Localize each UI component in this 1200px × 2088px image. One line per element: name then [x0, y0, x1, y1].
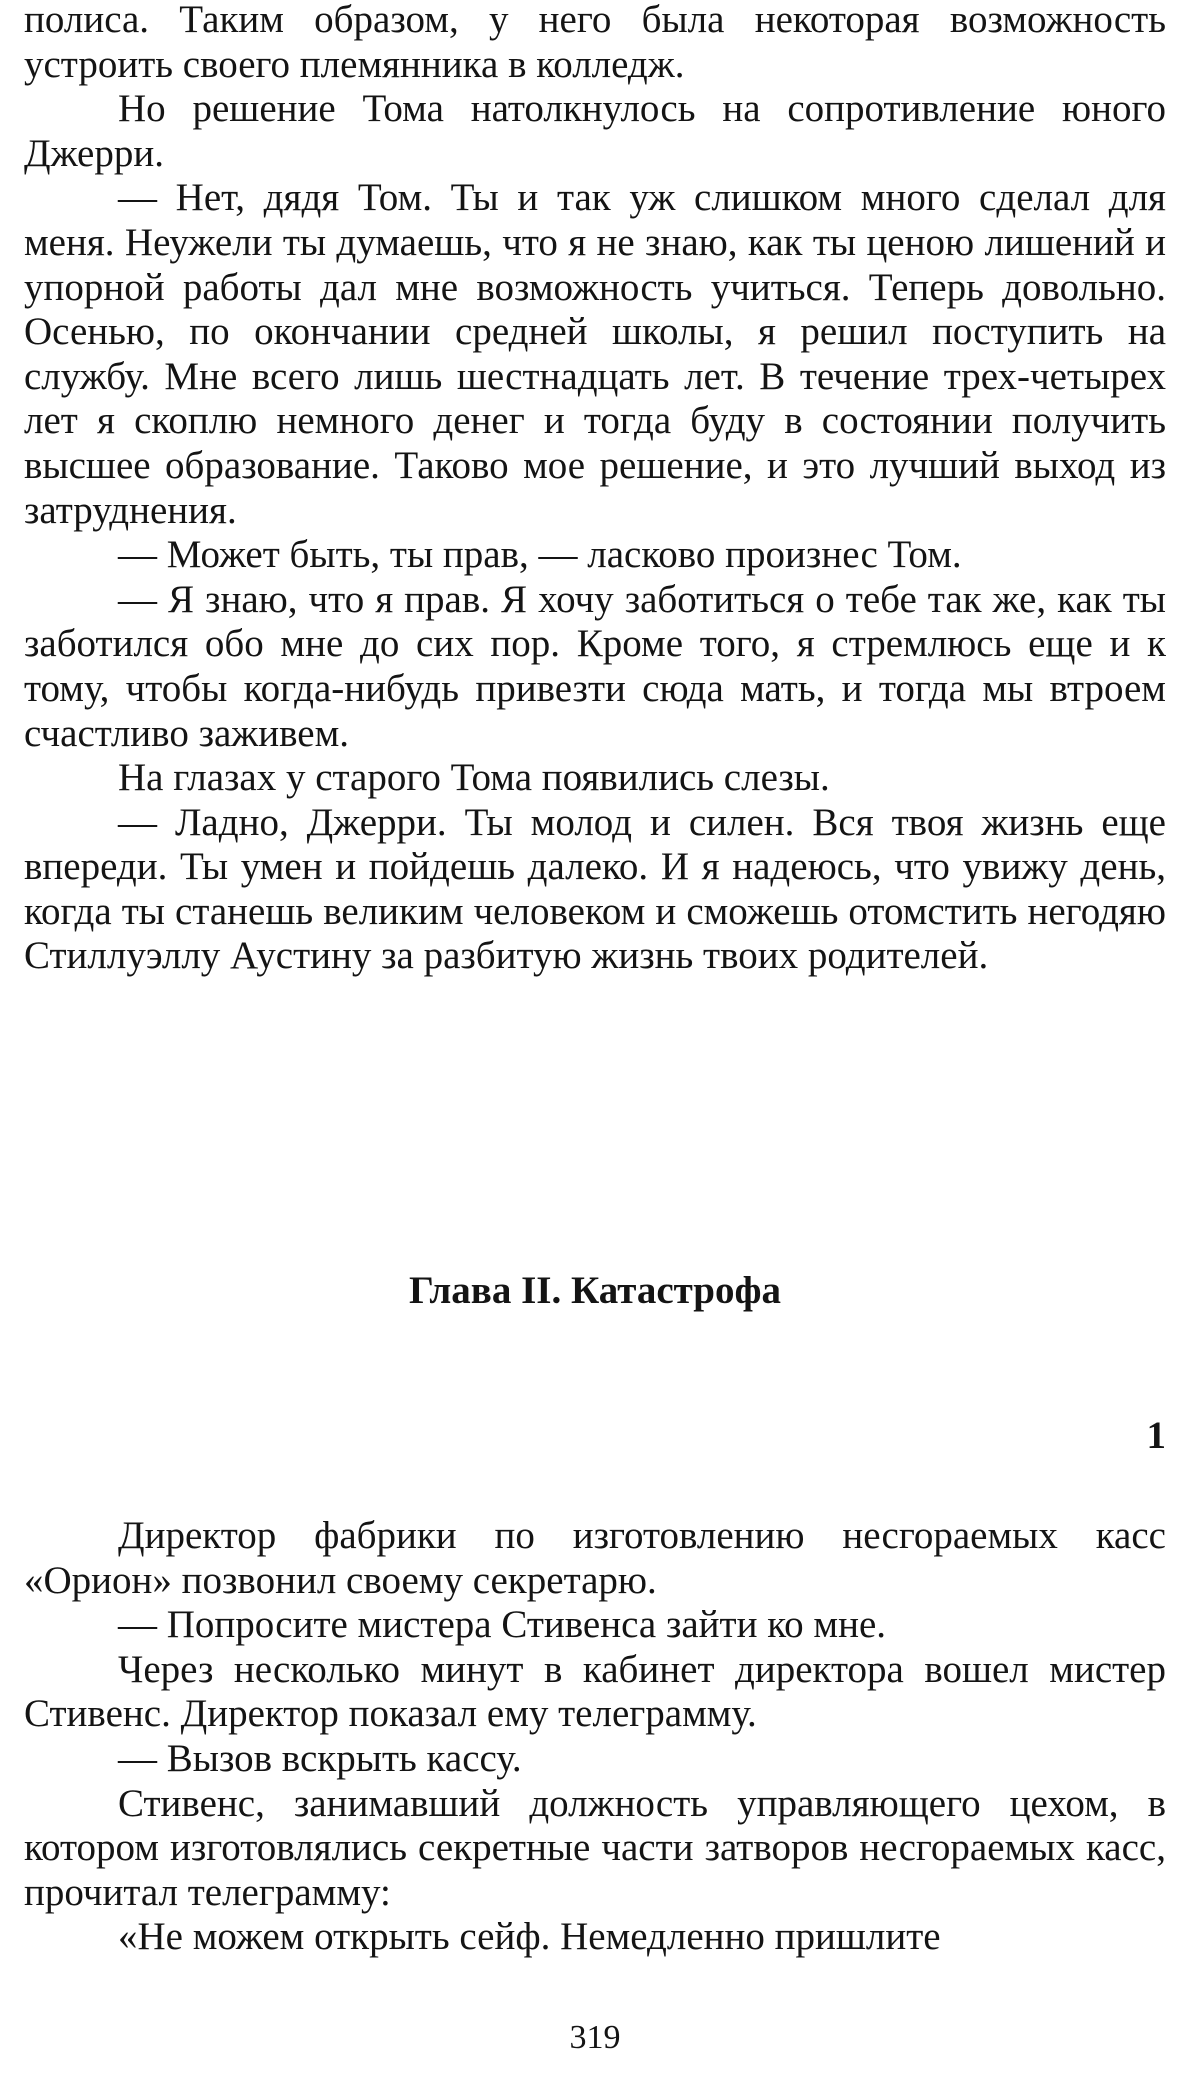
- text-block-bottom: [24, 1514, 1166, 1960]
- paragraph: Через несколько минут в кабинет директора вошел мистер Стивенс. Директор показал ему телеграмму.: [24, 1647, 1166, 1736]
- book-page: [24, 0, 1166, 2088]
- paragraph-continuation: полиса. Таким образом, у него была некоторая возможность устроить своего племянника в колледж.: [24, 0, 1166, 86]
- paragraph-dialogue: — Попросите мистера Стивенса зайти ко мне.: [118, 1603, 887, 1647]
- paragraph-quote: «Не можем открыть сейф. Немедленно пришлите: [118, 1915, 941, 1959]
- paragraph: Директор фабрики по изготовлению несгораемых касс «Орион» позвонил своему секретарю.: [24, 1514, 1166, 1602]
- paragraph: Но решение Тома натолкнулось на сопротивление юного Джерри.: [24, 87, 1166, 175]
- section-number: 1: [1146, 1414, 1166, 1457]
- page-number: 319: [569, 2019, 621, 2056]
- paragraph: На глазах у старого Тома появились слезы.: [118, 756, 830, 800]
- paragraph-dialogue: — Может быть, ты прав, — ласково произнес Том.: [118, 533, 962, 577]
- paragraph-dialogue: — Вызов вскрыть кассу.: [118, 1736, 522, 1780]
- paragraph-dialogue: — Я знаю, что я прав. Я хочу заботиться о тебе так же, как ты заботился обо мне до сих пор. Кроме того, я стремлюсь еще и к тому, чтобы когда-нибудь привезти сюда мать, и тогда мы втроем счастливо заживем.: [24, 577, 1166, 755]
- text-block-top: [24, 0, 1166, 979]
- paragraph-dialogue: — Нет, дядя Том. Ты и так уж слишком много сделал для меня. Неужели ты думаешь, что я не знаю, как ты ценою лишений и упорной работы дал мне возможность учиться. Теперь довольно. Осенью, по окончании средней школы, я решил поступить на службу. Мне всего лишь шестнадцать лет. В течение трех-четырех лет я скоплю немного денег и тогда буду в состоянии получить высшее образование. Таково мое решение, и это лучший выход из затруднения.: [24, 176, 1166, 532]
- paragraph: Стивенс, занимавший должность управляющего цехом, в котором изготовлялись секретные части затворов несгораемых касс, прочитал телеграмму:: [24, 1781, 1166, 1914]
- chapter-title: Глава II. Катастрофа: [409, 1269, 781, 1312]
- paragraph-dialogue: — Ладно, Джерри. Ты молод и силен. Вся твоя жизнь еще впереди. Ты умен и пойдешь далеко. И я надеюсь, что увижу день, когда ты станешь великим человеком и сможешь отомстить негодяю Стиллуэллу Аустину за разбитую жизнь твоих родителей.: [24, 800, 1166, 978]
